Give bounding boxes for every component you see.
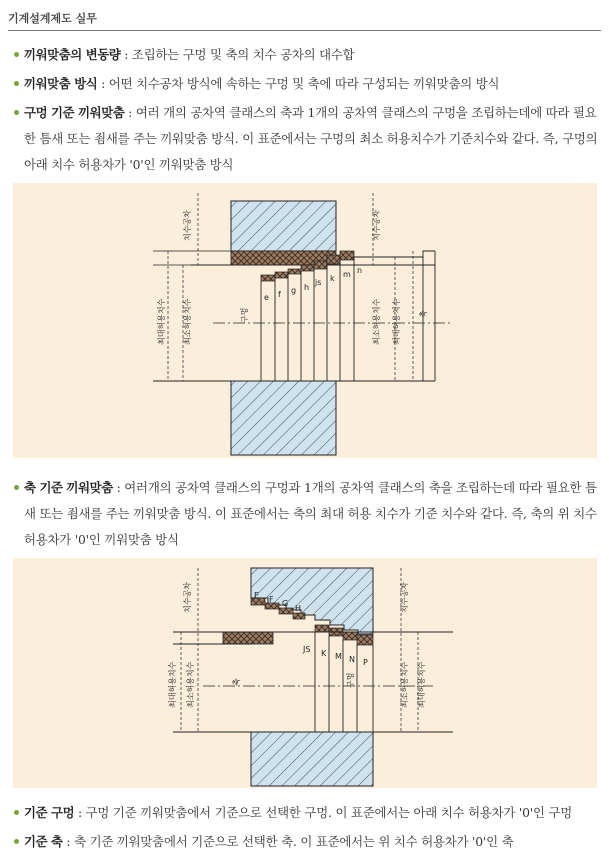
- tolerance-class-label: P: [363, 658, 368, 667]
- label-hole: 구멍: [240, 307, 249, 323]
- definition-text: 축 기준 끼워맞춤에서 기준으로 선택한 축. 이 표준에서는 위 치수 허용차가 '0'인 축: [74, 834, 514, 849]
- label-tolerance-right: 치수공차: [400, 582, 409, 613]
- tolerance-class-label: E: [254, 591, 260, 600]
- label-max-right: 최대허용치수: [392, 298, 401, 345]
- bullet-icon: [14, 485, 19, 490]
- hole-part-top: [231, 201, 336, 251]
- definition-term: 기준 축: [24, 834, 63, 849]
- definition-text: 여러 개의 공차역 클래스의 축과 1개의 공차역 클래스의 구멍을 조립하는데에 따라 필요한 틈새 또는 죔새를 주는 끼워맞춤 방식. 이 표준에서는 구멍의 최소 허용치수가 기준치수와 같다. 즉, 구멍의 아래 치수 허용차가 '0'인 끼워맞춤 방식: [24, 105, 598, 172]
- definition-basic-hole: 기준 구멍 : 구멍 기준 끼워맞춤에서 기준으로 선택한 구멍. 이 표준에서는 아래 치수 허용차가 '0'인 구멍: [14, 800, 599, 826]
- header-divider: [8, 30, 601, 31]
- bullet-icon: [14, 810, 19, 815]
- shaft-basis-fit-figure: [13, 558, 597, 788]
- tolerance-class-label: H: [295, 604, 302, 613]
- tolerance-class-label: F: [269, 595, 274, 604]
- definition-text: 어떤 치수공차 방식에 속하는 구멍 및 축에 따라 구성되는 끼워맞춤의 방식: [108, 76, 500, 91]
- tolerance-class-label: f: [278, 290, 281, 299]
- label-hole: 구멍: [346, 672, 355, 688]
- tolerance-class-label: n: [357, 266, 363, 275]
- definition-term: 구멍 기준 끼워맞춤: [24, 105, 125, 120]
- label-min-right: 최소허용치수: [372, 298, 381, 345]
- page-header-title: 기계설계제도 실무: [8, 12, 97, 25]
- definition-text: 조립하는 구멍 및 축의 치수 공차의 대수합: [131, 47, 355, 62]
- definition-shaft-basis: 축 기준 끼워맞춤 : 여러개의 공차역 클래스의 구멍과 1개의 공차역 클래스의 축을 조립하는데 따라 필요한 틈새 또는 죔새를 주는 끼워맞춤 방식. 이 표준에서는 축의 최대 허용 치수가 기준 치수와 같다. 즉, 축의 위 치수 허용차가 '0'인 끼워맞춤 방식: [14, 475, 599, 553]
- tolerance-class-label: js: [315, 278, 322, 287]
- definition-fit-variation: 끼워맞춤의 변동량 : 조립하는 구멍 및 축의 치수 공차의 대수합: [14, 42, 599, 68]
- shaft-tolerance-zone: [223, 632, 273, 644]
- label-max-left: 최대허용치수: [157, 298, 166, 345]
- tolerance-class-label: h: [304, 283, 310, 292]
- bullet-icon: [14, 110, 19, 115]
- label-tolerance-right: 치수공차: [372, 210, 381, 241]
- tolerance-class-label: m: [343, 270, 351, 279]
- definition-term: 축 기준 끼워맞춤: [24, 480, 113, 495]
- tolerance-class-label: k: [330, 274, 335, 283]
- tolerance-class-label: K: [321, 649, 327, 658]
- hole-part-bottom: [231, 381, 336, 455]
- hole-basis-fit-figure: [13, 183, 597, 458]
- label-tolerance-left: 치수공차: [183, 210, 192, 241]
- label-max-right: 최대허용치수: [417, 661, 426, 708]
- tolerance-class-label: g: [291, 286, 297, 295]
- label-max-left: 최대허용치수: [168, 661, 177, 708]
- tolerance-class-label: JS: [303, 645, 311, 654]
- hole-part-bottom: [251, 732, 373, 786]
- bullet-icon: [14, 81, 19, 86]
- bullet-icon: [14, 52, 19, 57]
- definition-term: 기준 구멍: [24, 805, 75, 820]
- tolerance-class-label: G: [282, 599, 289, 608]
- tolerance-class-label: e: [264, 293, 269, 302]
- tolerance-class-label: M: [335, 652, 342, 661]
- label-shaft: 축: [419, 310, 428, 318]
- definition-term: 끼워맞춤 방식: [24, 76, 98, 91]
- definition-text: 여러개의 공차역 클래스의 구멍과 1개의 공차역 클래스의 축을 조립하는데 따라 필요한 틈새 또는 죔새를 주는 끼워맞춤 방식. 이 표준에서는 축의 최대 허용 치수가 기준 치수와 같다. 즉, 축의 위 치수 허용차가 '0'인 끼워맞춤 방식: [24, 480, 597, 547]
- label-min-left: 최소허용치수: [183, 298, 192, 345]
- definition-text: 구멍 기준 끼워맞춤에서 기준으로 선택한 구멍. 이 표준에서는 아래 치수 허용차가 '0'인 구멍: [85, 805, 573, 820]
- definition-hole-basis: 구멍 기준 끼워맞춤 : 여러 개의 공차역 클래스의 축과 1개의 공차역 클래스의 구멍을 조립하는데에 따라 필요한 틈새 또는 죔새를 주는 끼워맞춤 방식. 이 표준에서는 구멍의 최소 허용치수가 기준치수와 같다. 즉, 구멍의 아래 치수 허용차가 '0'인 끼워맞춤 방식: [14, 100, 599, 178]
- label-min-right: 최소허용치수: [400, 661, 409, 708]
- bullet-icon: [14, 839, 19, 844]
- tolerance-class-label: N: [349, 655, 355, 664]
- definition-basic-shaft: 기준 축 : 축 기준 끼워맞춤에서 기준으로 선택한 축. 이 표준에서는 위 치수 허용차가 '0'인 축: [14, 829, 599, 855]
- label-tolerance-left: 치수공차: [183, 582, 192, 613]
- label-shaft: 축: [232, 678, 241, 686]
- label-min-left: 최소허용치수: [186, 661, 195, 708]
- definition-term: 끼워맞춤의 변동량: [24, 47, 121, 62]
- definition-fit-system: 끼워맞춤 방식 : 어떤 치수공차 방식에 속하는 구멍 및 축에 따라 구성되는 끼워맞춤의 방식: [14, 71, 599, 97]
